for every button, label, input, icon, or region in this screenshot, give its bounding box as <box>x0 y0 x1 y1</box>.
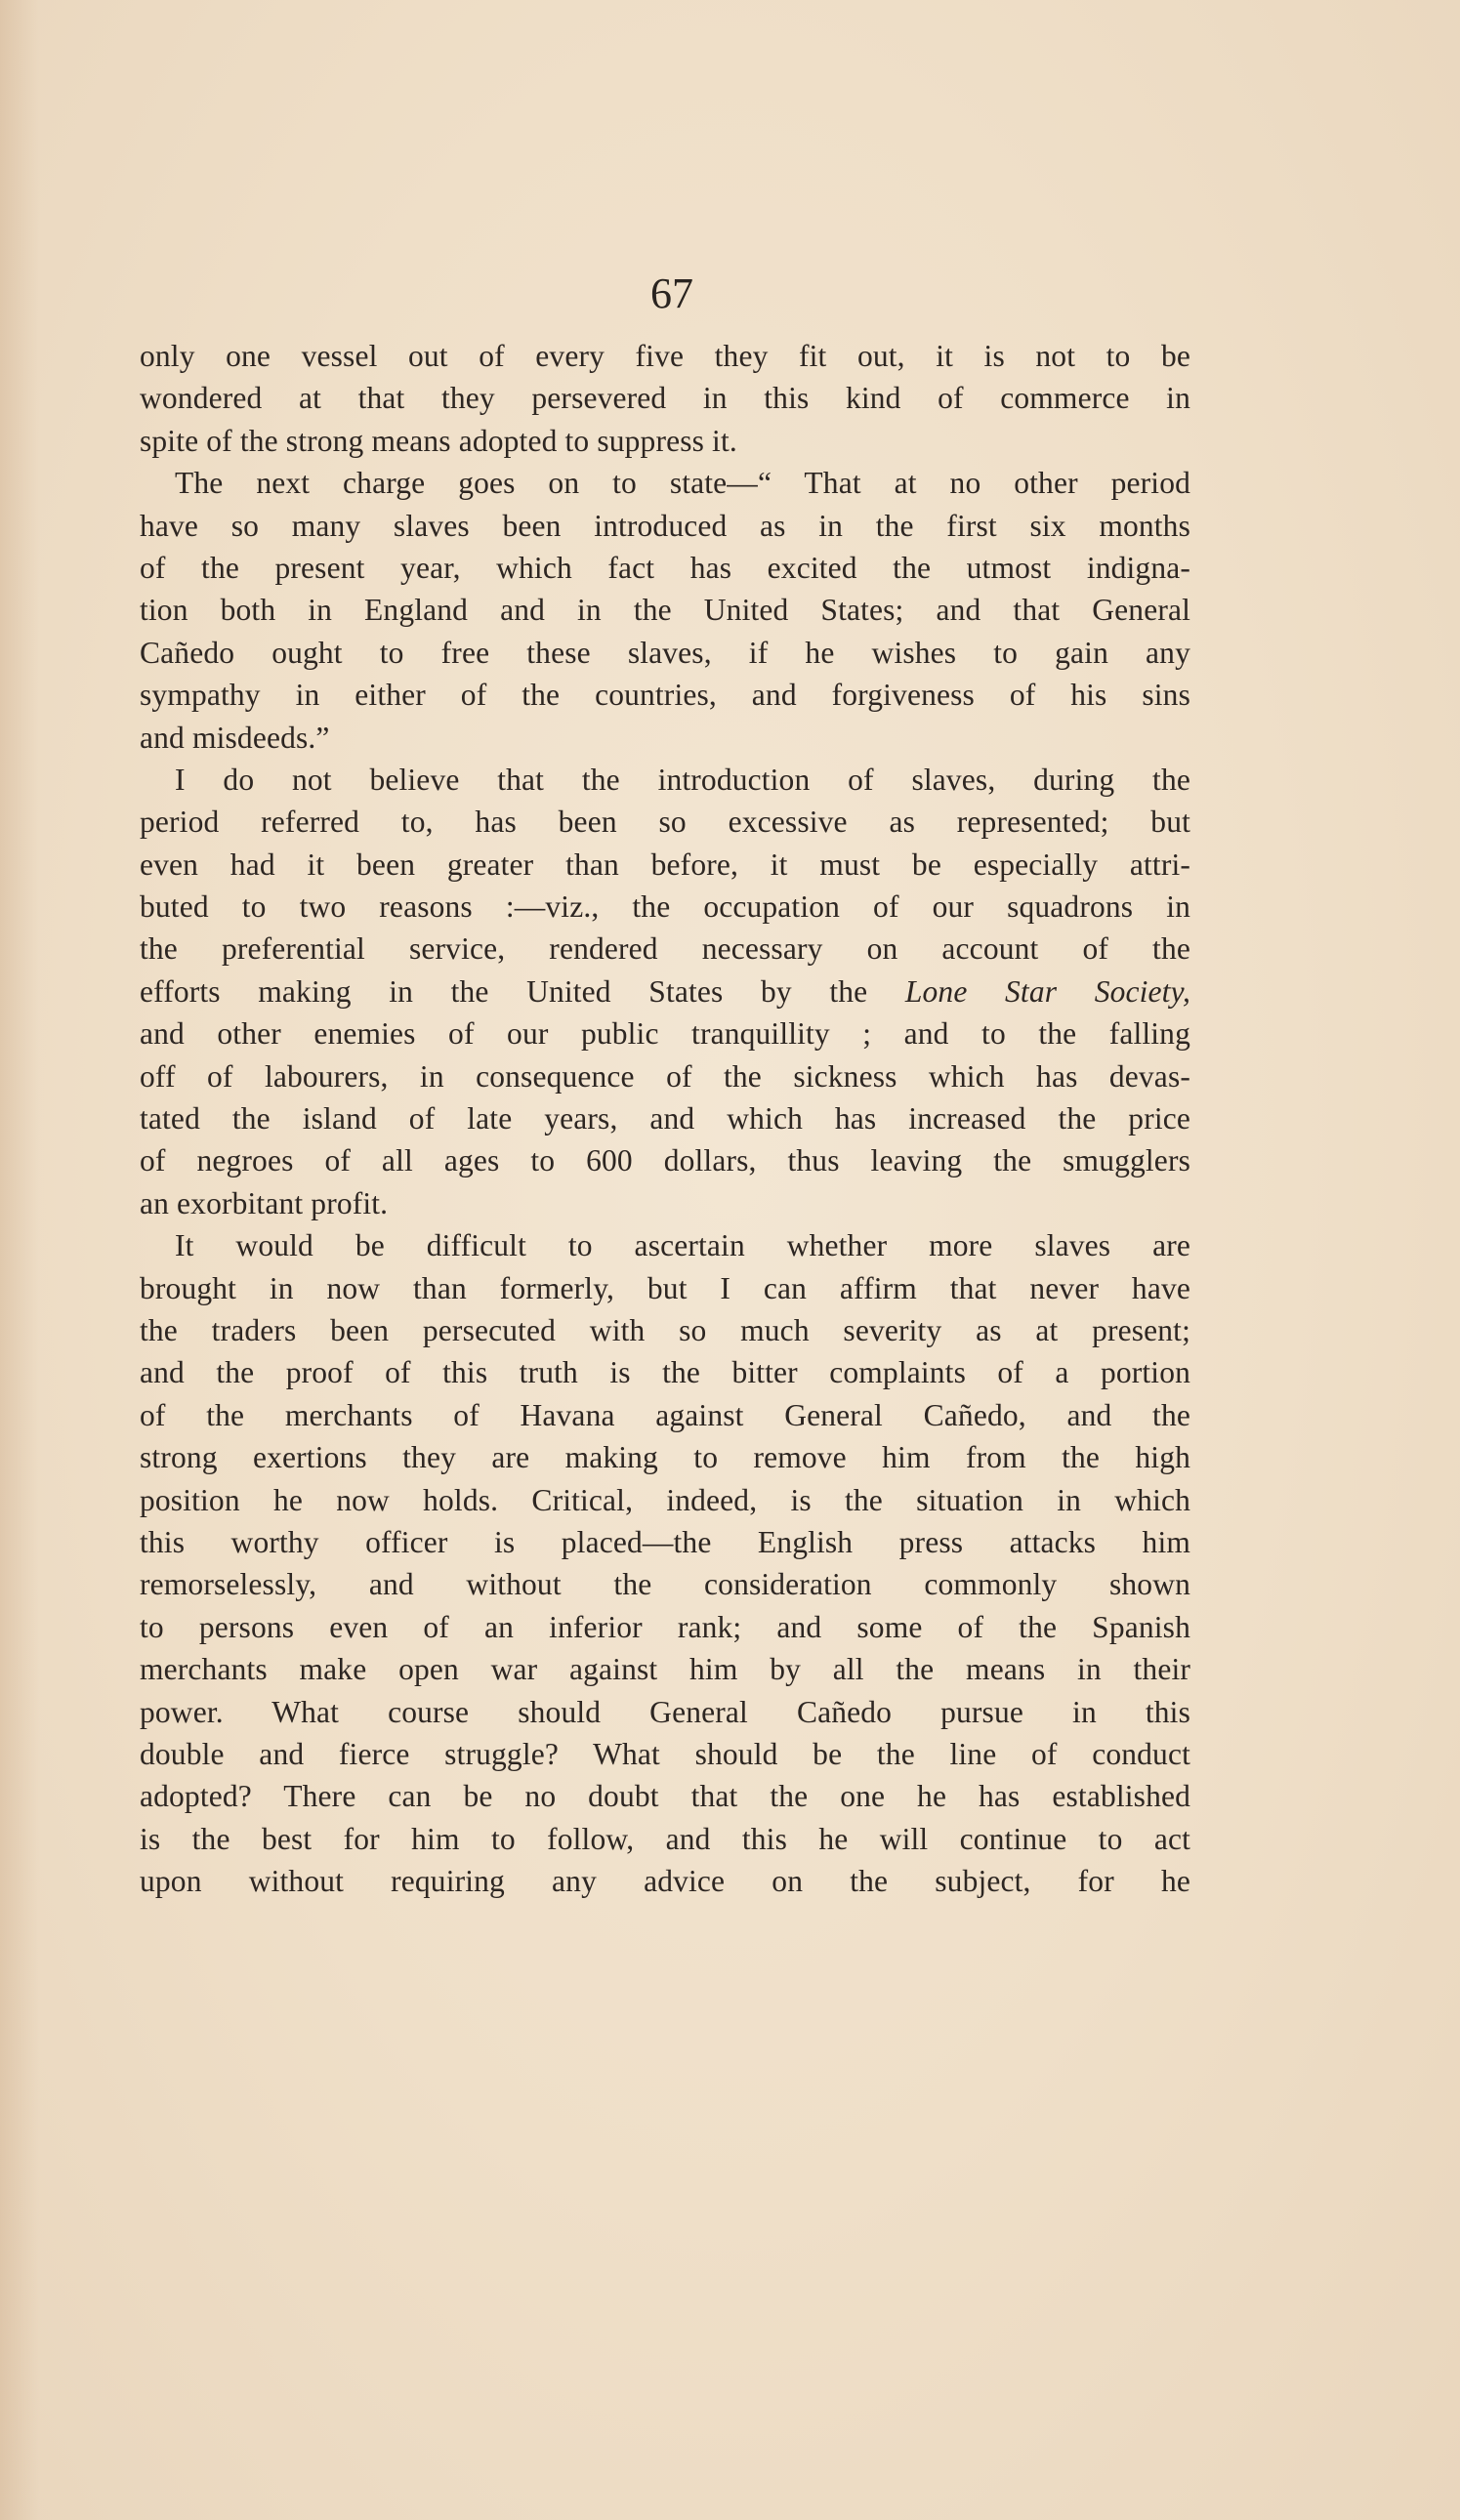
text-line: tion both in England and in the United States; and that General <box>140 593 1190 628</box>
text-line: the preferential service, rendered necessary on account of the <box>140 931 1190 967</box>
text-line: and the proof of this truth is the bitter complaints of a portion <box>140 1355 1190 1390</box>
text-line: strong exertions they are making to remove him from the high <box>140 1440 1190 1475</box>
text-line: this worthy officer is placed—the English press attacks him <box>140 1524 1190 1559</box>
text-line: It would be difficult to ascertain whether more slaves are <box>175 1228 1190 1263</box>
text-line: The next charge goes on to state—“ That at no other period <box>175 466 1190 501</box>
text-line: period referred to, has been so excessive as represented; but <box>140 805 1190 840</box>
text-line: off of labourers, in consequence of the sickness which has devas- <box>140 1058 1190 1094</box>
text-line: have so many slaves been introduced as in the first six months <box>140 508 1190 543</box>
text-line: even had it been greater than before, it must be especially attri- <box>140 847 1190 882</box>
paragraph <box>140 335 1190 462</box>
text-line: is the best for him to follow, and this he will continue to act <box>140 1821 1190 1856</box>
text-line: and other enemies of our public tranquillity ; and to the falling <box>140 1016 1190 1052</box>
paragraph <box>140 759 1190 1224</box>
text-line: Cañedo ought to free these slaves, if he wishes to gain any <box>140 635 1190 670</box>
page-number: 67 <box>650 269 693 317</box>
text-line: only one vessel out of every five they fit out, it is not to be <box>140 339 1190 373</box>
text-line: and misdeeds.” <box>140 720 330 755</box>
text-line: of the merchants of Havana against General Cañedo, and the <box>140 1397 1190 1432</box>
text-line: sympathy in either of the countries, and forgiveness of his sins <box>140 678 1190 713</box>
text-line: an exorbitant profit. <box>140 1185 389 1220</box>
text-line: power. What course should General Cañedo pursue in this <box>140 1694 1190 1729</box>
text-line: buted to two reasons :—viz., the occupation of our squadrons in <box>140 889 1190 925</box>
text-line: spite of the strong means adopted to suppress it. <box>140 423 737 458</box>
text-line: double and fierce struggle? What should be the line of conduct <box>140 1736 1190 1771</box>
paragraph <box>140 1224 1190 1902</box>
body-text <box>140 335 1190 1902</box>
text-line: of negroes of all ages to 600 dollars, thus leaving the smugglers <box>140 1143 1190 1178</box>
text-line: remorselessly, and without the consideration commonly shown <box>140 1567 1190 1602</box>
text-line: adopted? There can be no doubt that the one he has established <box>140 1779 1190 1814</box>
text-line: merchants make open war against him by all the means in their <box>140 1652 1190 1687</box>
text-line: the traders been persecuted with so much severity as at present; <box>140 1312 1190 1347</box>
text-line: of the present year, which fact has excited the utmost indigna- <box>140 550 1190 585</box>
text-line: tated the island of late years, and which has increased the price <box>140 1101 1190 1136</box>
text-line: I do not believe that the introduction of slaves, during the <box>175 762 1190 797</box>
text-line: position he now holds. Critical, indeed, is the situation in which <box>140 1482 1190 1517</box>
text-line: brought in now than formerly, but I can affirm that never have <box>140 1270 1190 1305</box>
text-line: to persons even of an inferior rank; and some of the Spanish <box>140 1609 1190 1644</box>
text-line: wondered at that they persevered in this kind of commerce in <box>140 381 1190 416</box>
text-line <box>140 971 1190 1012</box>
italic-phrase: Lone Star Society, <box>904 973 1190 1009</box>
paragraph <box>140 462 1190 759</box>
text-line-start: efforts making in the United States by the <box>140 973 905 1009</box>
text-line: upon without requiring any advice on the subject, for he <box>140 1864 1190 1899</box>
